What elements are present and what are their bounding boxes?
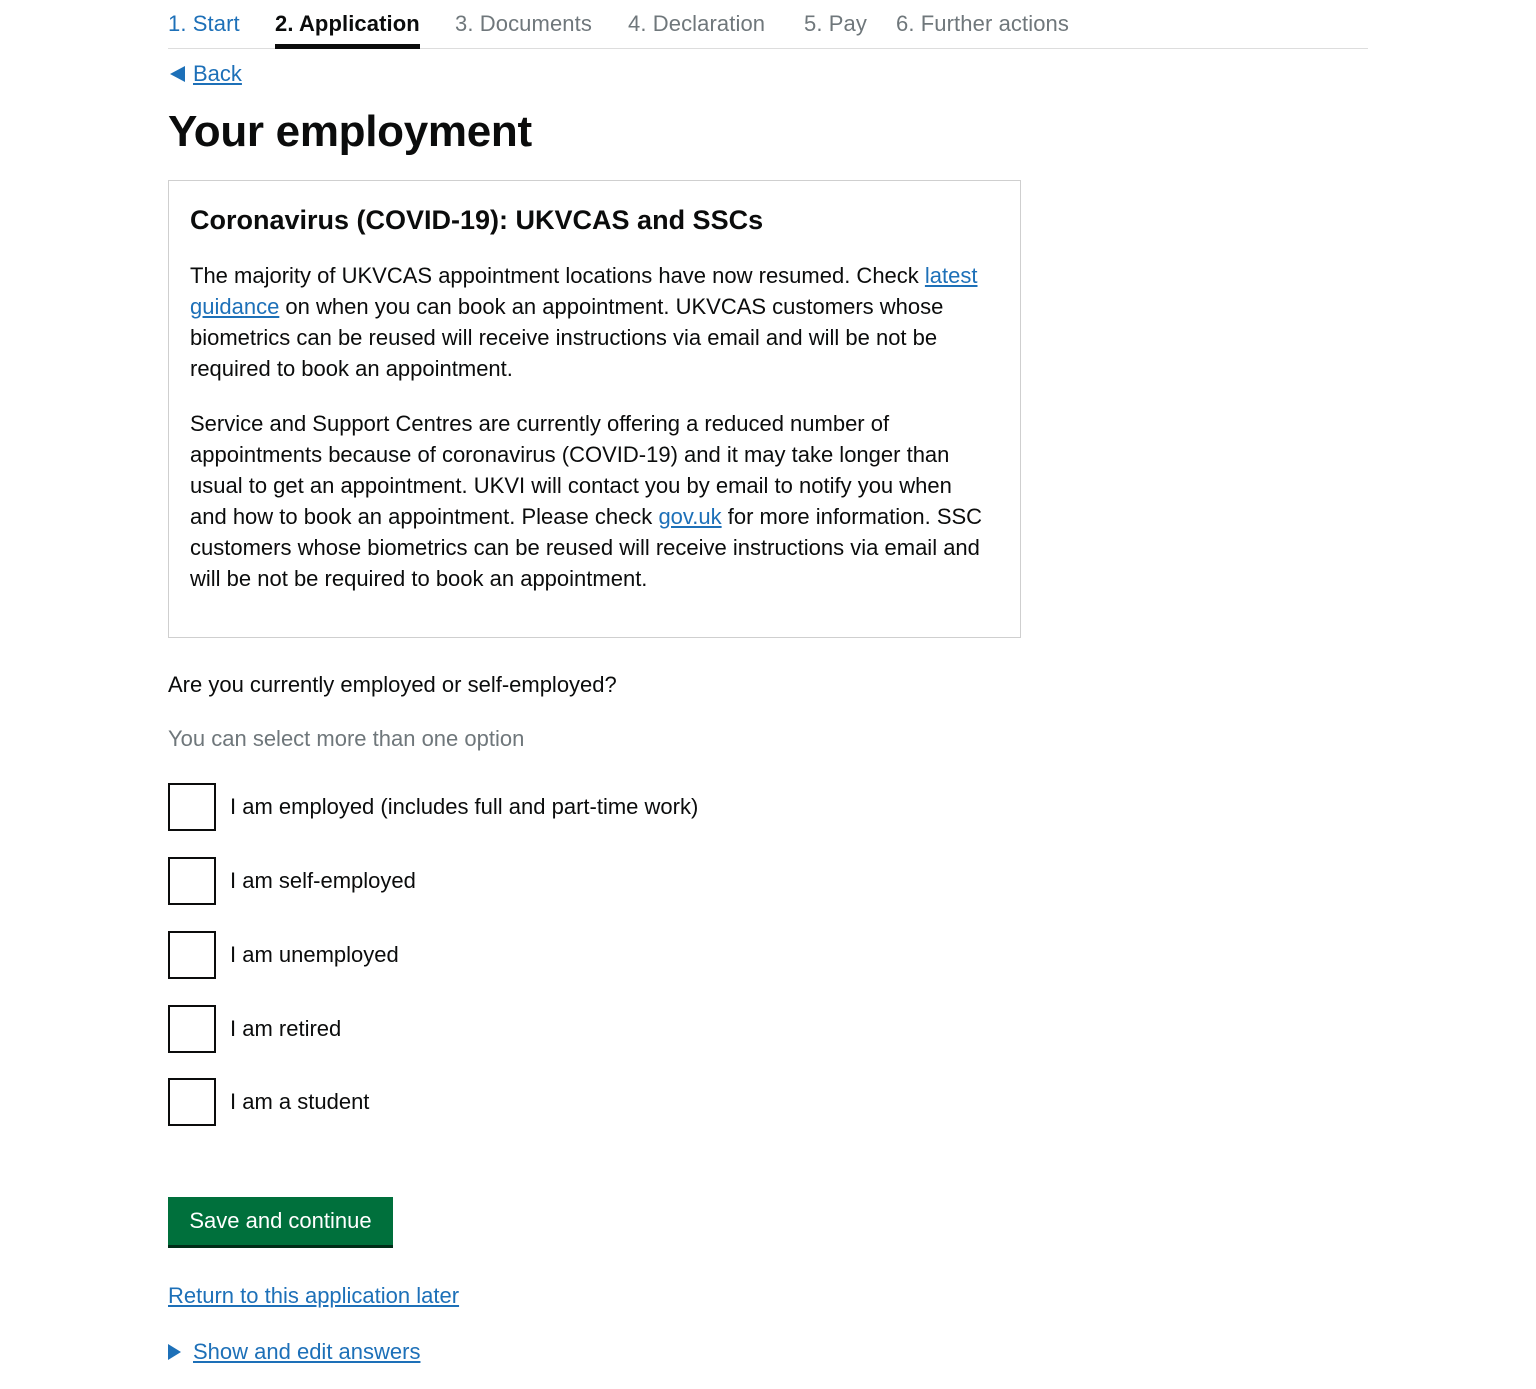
step-navigation bbox=[168, 0, 1368, 49]
step-further-actions: 6. Further actions bbox=[896, 11, 1069, 36]
show-edit-answers-toggle[interactable] bbox=[168, 1338, 420, 1366]
step-start[interactable]: 1. Start bbox=[168, 11, 240, 36]
option-employed[interactable] bbox=[168, 783, 698, 831]
option-self-employed[interactable] bbox=[168, 857, 416, 905]
notice-p2-text-start: Service and Support Centres are currently offering a reduced number of appointments because of coronavirus (COVID-19) and it may take longer than usual to get an appointment. UKVI will contact you by email to notify you when and how to book an appointment. Please check bbox=[190, 411, 952, 529]
option-label: I am employed (includes full and part-time work) bbox=[230, 794, 699, 819]
step-pay: 5. Pay bbox=[804, 11, 867, 36]
question-label: Are you currently employed or self-employed? bbox=[168, 672, 617, 697]
page-title: Your employment bbox=[168, 107, 532, 156]
question-hint: You can select more than one option bbox=[168, 726, 525, 751]
notice-paragraph-2 bbox=[190, 408, 990, 594]
checkbox-retired[interactable] bbox=[168, 1005, 216, 1053]
show-edit-answers-label: Show and edit answers bbox=[193, 1339, 421, 1364]
step-application: 2. Application bbox=[275, 11, 420, 36]
notice-p2-text-end: for more information. SSC customers whose biometrics can be reused will receive instructions via email and will be not be required to book an appointment. bbox=[190, 504, 983, 591]
notice-paragraph-1 bbox=[190, 260, 990, 384]
option-label: I am self-employed bbox=[230, 868, 416, 893]
checkbox-self-employed[interactable] bbox=[168, 857, 216, 905]
back-link[interactable] bbox=[170, 60, 242, 88]
covid-notice-panel bbox=[168, 180, 1021, 638]
option-label: I am a student bbox=[230, 1089, 370, 1114]
checkbox-unemployed[interactable] bbox=[168, 931, 216, 979]
back-link-label: Back bbox=[193, 61, 242, 86]
notice-title: Coronavirus (COVID-19): UKVCAS and SSCs bbox=[190, 205, 764, 235]
notice-p1-text-end: on when you can book an appointment. UKVCAS customers whose biometrics can be reused will receive instructions via email and will be not be required to book an appointment. bbox=[190, 294, 944, 381]
return-later-link[interactable]: Return to this application later bbox=[168, 1283, 460, 1308]
notice-p1-text-start: The majority of UKVCAS appointment locations have now resumed. Check bbox=[190, 263, 925, 288]
checkbox-employed[interactable] bbox=[168, 783, 216, 831]
gov-uk-link[interactable]: gov.uk bbox=[658, 504, 722, 529]
option-label: I am unemployed bbox=[230, 942, 399, 967]
latest-guidance-link[interactable]: latest guidance bbox=[190, 263, 978, 319]
checkbox-student[interactable] bbox=[168, 1078, 216, 1126]
option-unemployed[interactable] bbox=[168, 931, 399, 979]
triangle-right-icon bbox=[168, 1344, 181, 1360]
step-declaration: 4. Declaration bbox=[628, 11, 766, 36]
option-student[interactable] bbox=[168, 1078, 369, 1126]
option-retired[interactable] bbox=[168, 1005, 341, 1053]
option-label: I am retired bbox=[230, 1016, 342, 1041]
triangle-left-icon bbox=[170, 66, 185, 82]
step-documents: 3. Documents bbox=[455, 11, 592, 36]
save-and-continue-button[interactable]: Save and continue bbox=[168, 1197, 393, 1245]
